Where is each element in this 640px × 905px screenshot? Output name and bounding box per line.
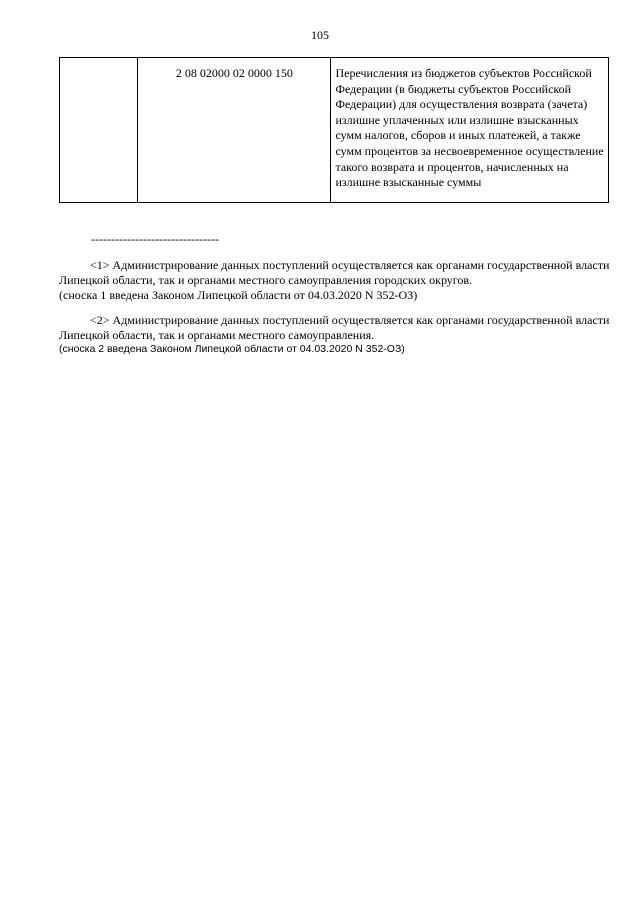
page-number: 105 xyxy=(311,28,329,42)
footnote-2-text: <2> Администрирование данных поступлений осуществляется как органами государственной власти Липецкой области, так и органами местного самоуправления. xyxy=(59,313,610,343)
footnote-separator: -------------------------------- xyxy=(91,232,219,246)
footnote-2 xyxy=(59,313,611,356)
footnote-1 xyxy=(59,258,611,304)
footnote-1-source: (сноска 1 введена Законом Липецкой области от 04.03.2020 N 352-ОЗ) xyxy=(59,288,418,303)
footnote-2-source: (сноска 2 введена Законом Липецкой области от 04.03.2020 N 352-ОЗ) xyxy=(59,343,405,356)
revenue-table xyxy=(59,57,609,203)
table-cell-empty xyxy=(60,58,138,203)
footnote-1-text: <1> Администрирование данных поступлений осуществляется как органами государственной власти Липецкой области, так и органами местного самоуправления городских округов. xyxy=(59,258,610,288)
table-row xyxy=(60,58,609,203)
budget-classification-code: 2 08 02000 02 0000 150 xyxy=(138,58,331,203)
revenue-description: Перечисления из бюджетов субъектов Российской Федерации (в бюджеты субъектов Российской Федерации) для осуществления возврата (зачета) излишне уплаченных или излишне взысканных сумм налогов, сборов и иных платежей, а также сумм процентов за несвоевременное осуществление такого возврата и процентов, начисленных на излишне взысканные суммы xyxy=(331,58,609,203)
